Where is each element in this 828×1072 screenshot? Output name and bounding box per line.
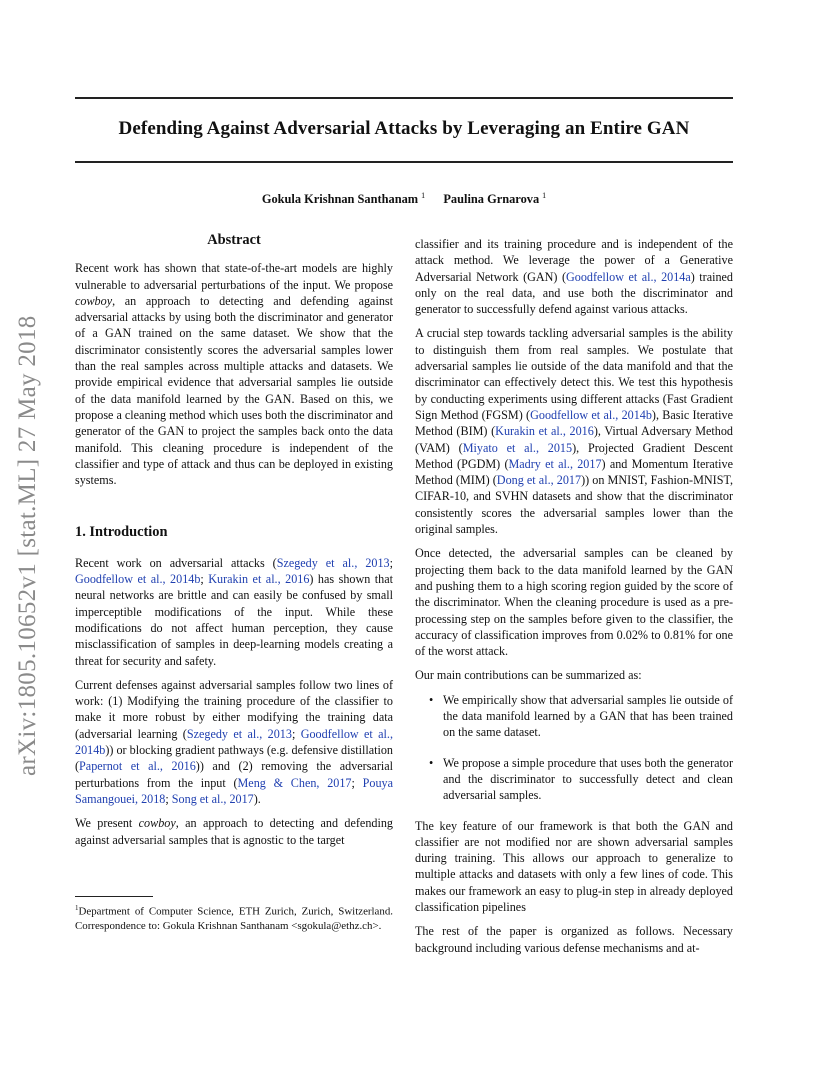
citation-link[interactable]: Goodfellow et al., 2014a [566, 269, 691, 284]
citation-link[interactable]: Kurakin et al., 2016 [208, 572, 310, 587]
contributions-list [415, 692, 733, 804]
title-rule-bottom [75, 161, 733, 163]
footnote-rule [75, 896, 153, 897]
bullet-icon: • [429, 692, 434, 707]
right-column [415, 236, 733, 964]
citation-link[interactable]: Pouya Samangouei, 2018 [75, 775, 393, 806]
paper-title: Defending Against Adversarial Attacks by Leveraging an Entire GAN [118, 118, 690, 139]
author-affiliation-mark: 1 [421, 191, 426, 200]
author-name: Gokula Krishnan Santhanam [261, 192, 419, 207]
list-item: • We propose a simple procedure that uses both the generator and the discriminator to successfully detect and clean adversarial samples. [429, 755, 733, 803]
citation-link[interactable]: Szegedy et al., 2013 [186, 726, 292, 741]
left-column [75, 232, 393, 856]
bullet-icon: • [429, 755, 434, 770]
intro-paragraph: Current defenses against adversarial samples follow two lines of work: (1) Modifying the training procedure of the classifier to make it more robust by either modifying the training data (adversarial learning (Szegedy et al., 2013; Goodfellow et al., 2014b)) or blocking gradient pathways (e.g. defensive distillation (Papernot et al., 2016)) and (2) removing the adversarial perturbations from the input (Meng & Chen, 2017; Pouya Samangouei, 2018; Song et al., 2017). [75, 677, 393, 806]
author-name: Paulina Grnarova [443, 192, 540, 207]
intro-paragraph: We present cowboy, an approach to detecting and defending against adversarial samples that is agnostic to the target [75, 816, 393, 847]
citation-link[interactable]: Papernot et al., 2016 [79, 759, 196, 774]
arxiv-identifier: arXiv:1805.10652v1 [stat.ML] 27 May 2018 [14, 315, 41, 776]
abstract-heading: Abstract [207, 232, 261, 248]
citation-link[interactable]: Madry et al., 2017 [508, 456, 602, 471]
citation-link[interactable]: Szegedy et al., 2013 [276, 555, 390, 570]
citation-link[interactable]: Goodfellow et al., 2014b [530, 407, 652, 422]
section-heading-introduction: 1. Introduction [75, 524, 168, 541]
body-paragraph: The rest of the paper is organized as follows. Necessary background including various defense mechanisms and at- [415, 924, 733, 955]
list-item: • We empirically show that adversarial samples lie outside of the data manifold learned by a GAN that has been trained on the same dataset. [429, 692, 733, 740]
body-paragraph: Once detected, the adversarial samples can be cleaned by projecting them back to the data manifold learned by the GAN and pushing them to a high scoring region guided by the score of the discriminator. When the cleaning procedure is used as a pre-processing step on the samples before given to the classifier, the accuracy of classification improves from 0.02% to 0.81% for one of the worst attack. [415, 546, 733, 659]
body-paragraph: A crucial step towards tackling adversarial samples is the ability to distinguish them from real samples. We postulate that adversarial samples lie outside of the data manifold and that the discriminator can effectively detect this. We test this hypothesis by conducting experiments using different attacks (Fast Gradient Sign Method (FGSM) (Goodfellow et al., 2014b), Basic Iterative Method (BIM) (Kurakin et al., 2016), Virtual Adversary Method (VAM) (Miyato et al., 2015), Projected Gradient Descent Method (PGDM) (Madry et al., 2017) and Momentum Iterative Method (MIM) (Dong et al., 2017)) on MNIST, Fashion-MNIST, CIFAR-10, and SVHN datasets and show that the discriminator consistently scores the adversarial samples lower than the original samples. [415, 326, 734, 537]
citation-link[interactable]: Goodfellow et al., 2014b [75, 572, 201, 587]
body-paragraph: Our main contributions can be summarized as: [415, 668, 642, 683]
body-paragraph: classifier and its training procedure and is independent of the attack method. We leverage the power of a Generative Adversarial Network (GAN) (Goodfellow et al., 2014a) trained only on the real data, and use both the discriminator and generator to successfully defend against various attacks. [415, 237, 733, 317]
footnote: $^1$Department of Computer Science, ETH Zurich, Zurich, Switzerland. Correspondence to: Gokula Krishnan Santhanam <sgokula@ethz.ch>. [75, 904, 393, 932]
citation-link[interactable]: Dong et al., 2017 [496, 473, 582, 488]
citation-link[interactable]: Kurakin et al., 2016 [495, 424, 594, 439]
citation-link[interactable]: Song et al., 2017 [171, 791, 254, 806]
abstract-text: Recent work has shown that state-of-the-art models are highly vulnerable to adversarial perturbations of the input. We propose cowboy, an approach to detecting and defending against adversarial attacks by using both the discriminator and generator of a GAN trained on the same dataset. We show that the discriminator consistently scores the adversarial samples lower than the real samples across multiple attacks and datasets. We provide empirical evidence that adversarial samples lie outside of the data manifold learned by the GAN. Based on this, we propose a cleaning method which uses both the discriminator and generator of the GAN to project the samples back onto the data manifold. This cleaning procedure is independent of the classifier and type of attack and thus can be deployed in existing systems. [75, 261, 393, 488]
author-list [75, 191, 733, 207]
title-rule-top [75, 97, 733, 99]
author-affiliation-mark: 1 [542, 191, 547, 200]
body-paragraph: The key feature of our framework is that both the GAN and classifier are not modified nor are shown adversarial samples during training. This allows our approach to generalize to multiple attacks and datasets with only a few lines of code. This makes our framework an easy to plug-in step in already deployed classification pipelines [415, 818, 733, 914]
citation-link[interactable]: Miyato et al., 2015 [462, 440, 573, 455]
intro-paragraph: Recent work on adversarial attacks (Szegedy et al., 2013; Goodfellow et al., 2014b; Kurakin et al., 2016) has shown that neural networks are brittle and can easily be confused by small imperceptible modifications of the input. While these modifications do not affect human perception, they cause misclassification of samples in deep-learning models creating a threat for security and safety. [75, 555, 394, 668]
citation-link[interactable]: Goodfellow et al., 2014b [75, 726, 393, 758]
citation-link[interactable]: Meng & Chen, 2017 [237, 775, 352, 790]
